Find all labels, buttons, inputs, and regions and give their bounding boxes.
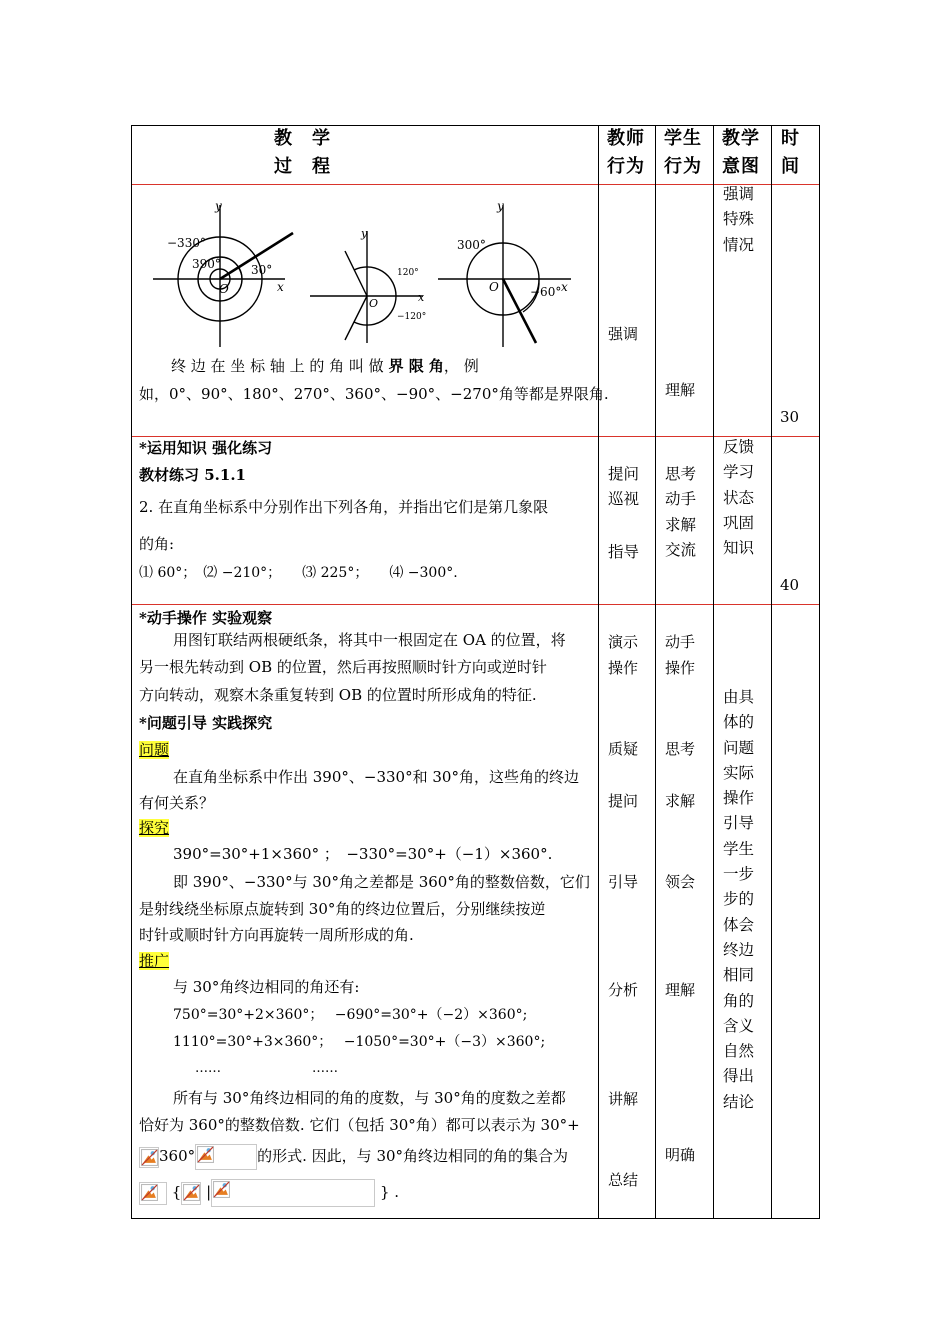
boundary-angle-text-2: 如，0°、90°、180°、270°、360°、−90°、−270°角等都是界限角. — [139, 385, 609, 403]
table-border — [131, 125, 132, 1219]
column-divider — [771, 125, 772, 1219]
fig2-y-label: y — [361, 227, 368, 240]
header-student: 学生 行为 — [664, 128, 702, 177]
row3-student-6: 理解 — [665, 981, 696, 999]
row-separator — [131, 604, 820, 605]
row2-question-2: 的角: — [139, 535, 175, 553]
row3-general-eq1: 750°=30°+2×360°； −690°=30°+（−2）×360°; — [173, 1007, 528, 1023]
row3-equation: 390°=30°+1×360° ； −330°=30°+（−1）×360°. — [173, 845, 553, 863]
row3-summary-line2: 恰好为 360°的整数倍数. 它们（包括 30°角）都可以表示为 30°+ — [139, 1116, 580, 1134]
row1-intent: 强调 特殊 情况 — [723, 185, 755, 254]
row3-para1-line2: 另一根先转动到 OB 的位置，然后再按照顺时针方向或逆时针 — [139, 658, 547, 676]
row1-time: 30 — [780, 408, 800, 426]
row3-student-1: 动手 — [665, 633, 696, 651]
header-process-line1: 教 学 — [274, 128, 331, 149]
row3-teacher-1: 演示 — [608, 633, 639, 651]
row2-items: ⑴ 60°； ⑵ −210°； ⑶ 225°； ⑷ −300°. — [139, 565, 458, 581]
tag-generalize: 推广 — [139, 952, 170, 970]
row3-question-line2: 有何关系？ — [139, 794, 215, 812]
row3-student-2: 操作 — [665, 659, 696, 677]
fig3-angle-300: 300° — [457, 238, 486, 252]
figure-3 — [438, 205, 571, 347]
row3-teacher-4: 提问 — [608, 792, 639, 810]
row3-para1-line1: 用图钉联结两根硬纸条，将其中一根固定在 OA 的位置，将 — [173, 631, 566, 649]
header-process-line2: 过 程 — [274, 156, 331, 177]
row3-student-7: 明确 — [665, 1146, 696, 1164]
header-time: 时 间 — [781, 128, 800, 177]
term-boundary-angle: 界 限 角 — [388, 357, 444, 375]
formula-image-icon — [195, 1144, 257, 1170]
row2-teacher-action: 提问 巡视 指导 — [608, 465, 640, 561]
header-teacher: 教师 行为 — [607, 128, 645, 177]
fig1-y-label: y — [215, 199, 222, 213]
row3-explain-line2: 是射线绕坐标原点旋转到 30°角的终边位置后，分别继续按逆 — [139, 900, 546, 918]
row1-teacher-action: 强调 — [608, 325, 639, 343]
table-bottom-border — [131, 1218, 820, 1219]
row3-teacher-6: 分析 — [608, 981, 639, 999]
row3-teacher-3: 质疑 — [608, 740, 639, 758]
boundary-angle-text-1: 终 边 在 坐 标 轴 上 的 角 叫 做 界 限 角， 例 — [171, 357, 479, 375]
fig2-angle-neg120: −120° — [397, 312, 427, 322]
row-separator — [131, 184, 820, 185]
angle-figures — [145, 195, 597, 355]
fig3-x-label: x — [561, 280, 568, 294]
column-divider — [598, 125, 599, 1219]
table-border — [819, 125, 820, 1219]
row3-summary-line4: { | } . — [139, 1179, 399, 1207]
column-divider — [713, 125, 714, 1219]
header-process — [274, 125, 331, 181]
table-top-border — [131, 125, 820, 126]
row1-student-action: 理解 — [665, 381, 696, 399]
row3-student-4: 求解 — [665, 792, 696, 810]
column-divider — [655, 125, 656, 1219]
fig3-y-label: y — [497, 199, 504, 213]
fig1-angle-30: 30° — [251, 263, 273, 277]
row3-student-5: 领会 — [665, 873, 696, 891]
row3-title-explore: *问题引导 实践探究 — [139, 714, 273, 732]
row2-student-action: 思考 动手 求解 交流 — [665, 465, 697, 559]
fig2-x-label: x — [418, 291, 425, 304]
header-intent: 教学 意图 — [722, 128, 760, 177]
row3-summary-line3: 360° 的形式. 因此，与 30°角终边相同的角的集合为 — [139, 1144, 568, 1170]
fig2-origin: O — [369, 297, 379, 310]
fig1-x-label: x — [277, 280, 284, 294]
row2-intent: 反馈 学习 状态 巩固 知识 — [723, 438, 755, 558]
fig3-angle-neg60: −60° — [530, 285, 562, 299]
row3-teacher-5: 引导 — [608, 873, 639, 891]
row3-intent: 由具 体的 问题 实际 操作 引导 学生 一步 步的 体会 终边 相同 角的 含义 自然 得出 结论 — [723, 688, 755, 1111]
tag-explore: 探究 — [139, 819, 170, 837]
lesson-table — [131, 125, 820, 1219]
row3-para1-line3: 方向转动，观察木条重复转到 OB 的位置时所形成角的特征. — [139, 686, 537, 704]
row3-title-observe: *动手操作 实验观察 — [139, 609, 273, 627]
row3-general-intro: 与 30°角终边相同的角还有: — [173, 978, 360, 996]
tag-problem: 问题 — [139, 741, 170, 759]
fig1-origin: O — [219, 282, 229, 296]
row2-question-1: 2. 在直角坐标系中分别作出下列各角，并指出它们是第几象限 — [139, 498, 549, 516]
fig3-origin: O — [489, 280, 499, 294]
row2-time: 40 — [780, 576, 800, 594]
row3-teacher-2: 操作 — [608, 659, 639, 677]
figure-2 — [310, 231, 423, 343]
row2-title: *运用知识 强化练习 — [139, 439, 273, 457]
fig1-angle-neg330: −330° — [167, 236, 206, 250]
row3-summary-line1: 所有与 30°角终边相同的角的度数，与 30°角的度数之差都 — [173, 1089, 566, 1107]
row2-subtitle: 教材练习 5.1.1 — [139, 466, 246, 484]
row3-teacher-7: 讲解 — [608, 1090, 639, 1108]
row3-general-eq2: 1110°=30°+3×360°； −1050°=30°+（−3）×360°; — [173, 1034, 546, 1050]
row3-explain-line1: 即 390°、−330°与 30°角之差都是 360°角的整数倍数，它们 — [173, 873, 590, 891]
row3-ellipsis: …… …… — [195, 1061, 339, 1076]
row3-question-line1: 在直角坐标系中作出 390°、−330°和 30°角，这些角的终边 — [173, 768, 579, 786]
fig2-angle-120: 120° — [397, 268, 419, 278]
formula-image-icon — [181, 1182, 201, 1205]
formula-image-icon — [139, 1182, 167, 1205]
row3-student-3: 思考 — [665, 740, 696, 758]
formula-image-icon — [211, 1179, 375, 1207]
row3-explain-line3: 时针或顺时针方向再旋转一周所形成的角. — [139, 926, 414, 944]
formula-image-icon — [139, 1147, 159, 1168]
fig1-angle-390: 390° — [192, 257, 221, 271]
row3-teacher-8: 总结 — [608, 1171, 639, 1189]
